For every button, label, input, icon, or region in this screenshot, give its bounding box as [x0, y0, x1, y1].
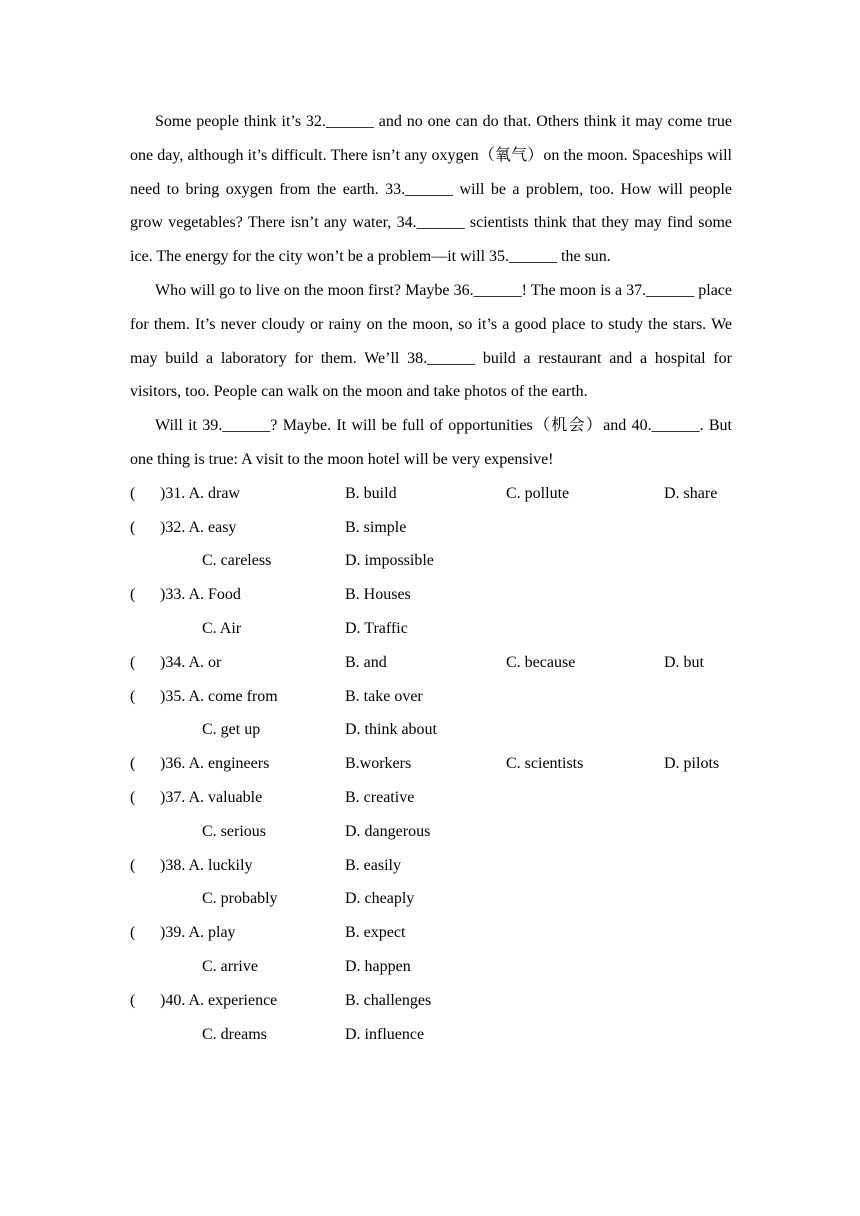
option-b: B. easily: [345, 856, 401, 874]
question-row: [130, 849, 732, 883]
option-a: )35. A. come from: [160, 687, 278, 705]
option-d: D. impossible: [345, 552, 434, 570]
option-d: D. Traffic: [345, 619, 408, 637]
answer-blank[interactable]: (: [130, 755, 136, 773]
passage-paragraph-2: Who will go to live on the moon first? Maybe 36.______! The moon is a 37.______ place for them. It’s never cloudy or rainy on the moon, so it’s a good place to study the stars. We may build a laboratory for them. We’ll 38.______ build a restaurant and a hospital for visitors, too. People can walk on the moon and take photos of the earth.: [130, 281, 732, 401]
option-a: )37. A. valuable: [160, 788, 263, 806]
option-d: D. think about: [345, 721, 437, 739]
option-c: C. careless: [202, 552, 272, 570]
question-row: [130, 680, 732, 714]
option-a: )34. A. or: [160, 653, 222, 671]
answer-blank[interactable]: (: [130, 518, 136, 536]
question-row: [130, 646, 732, 680]
question-row: [130, 781, 732, 815]
answer-blank[interactable]: (: [130, 653, 136, 671]
question-row-continued: [130, 713, 732, 747]
passage-paragraph-3: Will it 39.______? Maybe. It will be full of opportunities（机会）and 40.______. But one thing is true: A visit to the moon hotel will be very expensive!: [130, 417, 732, 468]
question-row: [130, 984, 732, 1018]
option-a: )39. A. play: [160, 924, 236, 942]
option-d: D. cheaply: [345, 890, 415, 908]
option-b: B. take over: [345, 687, 423, 705]
option-c: C. because: [506, 653, 576, 671]
question-row: [130, 578, 732, 612]
option-d: D. dangerous: [345, 822, 431, 840]
answer-blank[interactable]: (: [130, 924, 136, 942]
option-b: B. and: [345, 653, 387, 671]
option-d: D. pilots: [664, 755, 720, 773]
option-a: )31. A. draw: [160, 484, 240, 502]
document-page: [130, 105, 732, 1051]
question-row-continued: [130, 612, 732, 646]
option-b: B. Houses: [345, 586, 411, 604]
option-c: C. pollute: [506, 484, 570, 502]
question-row-continued: [130, 815, 732, 849]
option-d: D. happen: [345, 957, 411, 975]
answer-blank[interactable]: (: [130, 484, 136, 502]
option-d: D. but: [664, 653, 704, 671]
option-d: D. influence: [345, 1025, 425, 1043]
option-c: C. dreams: [202, 1025, 267, 1043]
option-b: B. build: [345, 484, 397, 502]
option-b: B. challenges: [345, 991, 432, 1009]
reading-passage: [130, 105, 732, 477]
option-c: C. probably: [202, 890, 278, 908]
option-c: C. get up: [202, 721, 261, 739]
answer-blank[interactable]: (: [130, 687, 136, 705]
question-options-list: [130, 477, 732, 1052]
option-b: B.workers: [345, 755, 412, 773]
option-c: C. arrive: [202, 957, 258, 975]
option-a: )32. A. easy: [160, 518, 237, 536]
option-b: B. simple: [345, 518, 407, 536]
option-a: )40. A. experience: [160, 991, 278, 1009]
question-row: [130, 916, 732, 950]
passage-paragraph-1: Some people think it’s 32.______ and no one can do that. Others think it may come true one day, although it’s difficult. There isn’t any oxygen（氧气）on the moon. Spaceships will need to bring oxygen from the earth. 33.______ will be a problem, too. How will people grow vegetables? There isn’t any water, 34.______ scientists think that they may find some ice. The energy for the city won’t be a problem—it will 35.______ the sun.: [130, 113, 732, 266]
option-a: )36. A. engineers: [160, 755, 270, 773]
question-row: [130, 477, 732, 511]
question-row-continued: [130, 882, 732, 916]
question-row-continued: [130, 544, 732, 578]
option-c: C. serious: [202, 822, 266, 840]
option-b: B. creative: [345, 788, 415, 806]
answer-blank[interactable]: (: [130, 788, 136, 806]
answer-blank[interactable]: (: [130, 586, 136, 604]
answer-blank[interactable]: (: [130, 991, 136, 1009]
question-row: [130, 511, 732, 545]
option-d: D. share: [664, 484, 718, 502]
question-row-continued: [130, 1018, 732, 1052]
option-a: )33. A. Food: [160, 586, 241, 604]
option-c: C. Air: [202, 619, 242, 637]
question-row: [130, 747, 732, 781]
question-row-continued: [130, 950, 732, 984]
answer-blank[interactable]: (: [130, 856, 136, 874]
option-c: C. scientists: [506, 755, 584, 773]
option-b: B. expect: [345, 924, 406, 942]
option-a: )38. A. luckily: [160, 856, 253, 874]
